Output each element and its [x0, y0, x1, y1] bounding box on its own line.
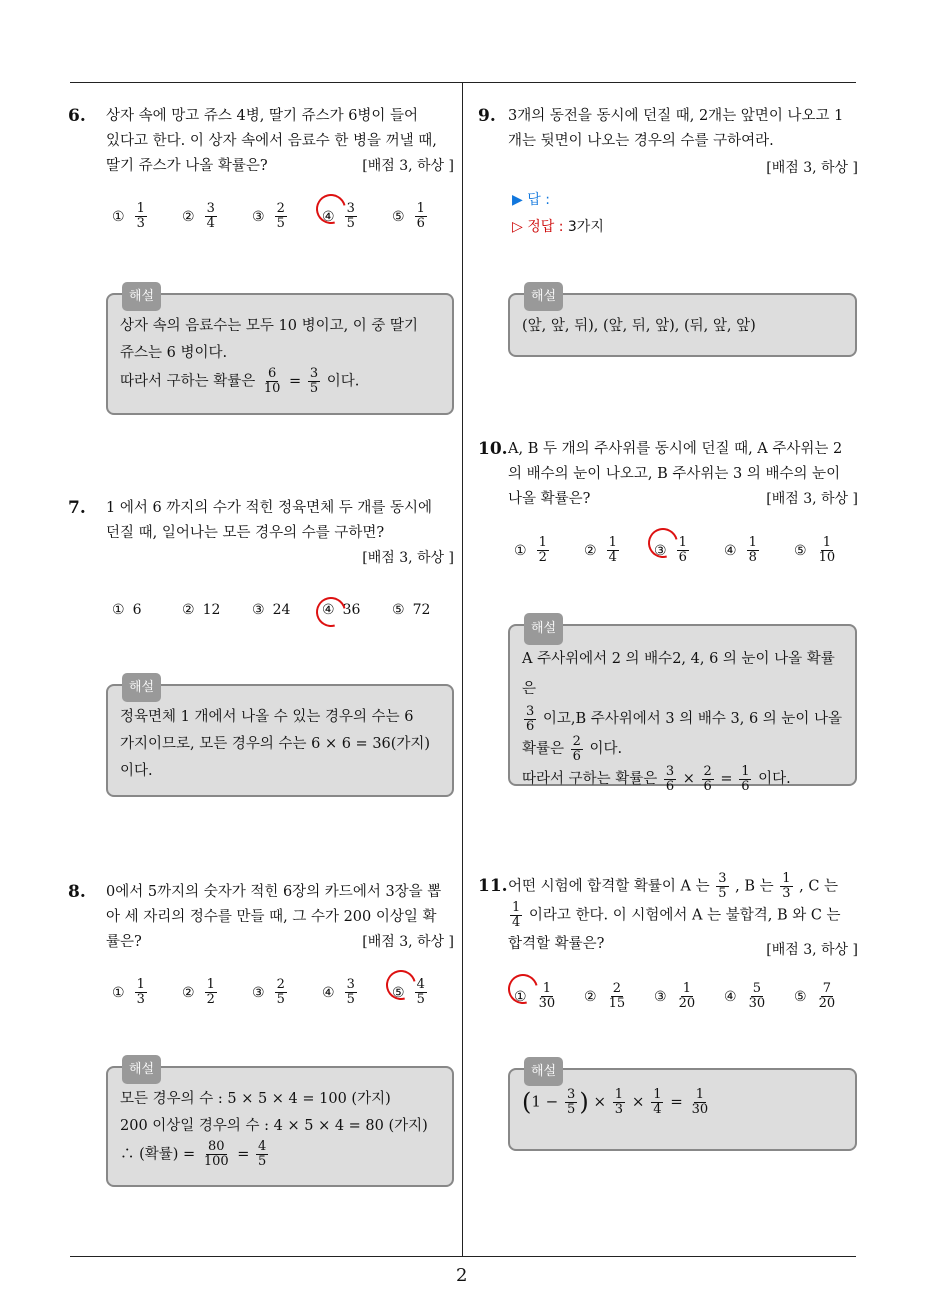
question-text: 상자 속에 망고 쥬스 4병, 딸기 쥬스가 6병이 들어	[106, 108, 419, 124]
explanation-tag: 해설	[524, 1057, 563, 1086]
choice[interactable]: ② $\frac{2}{15}$	[584, 981, 626, 1011]
explanation-box	[508, 1064, 857, 1151]
choice-selected[interactable]: ① $\frac{1}{30}$	[514, 982, 584, 1011]
question-number: 6.	[68, 106, 86, 126]
choice[interactable]: ① $\frac{1}{3}$	[112, 977, 145, 1007]
question-6	[68, 104, 454, 179]
explanation-tag: 해설	[122, 282, 161, 311]
column-divider	[462, 82, 463, 1257]
question-text: 있다고 한다. 이 상자 속에서 음료수 한 병을 꺼낼 때,	[106, 133, 437, 149]
choice[interactable]: ④ $\frac{1}{8}$	[724, 535, 757, 565]
choices-6	[112, 202, 462, 231]
choice[interactable]: ⑤ 72	[392, 602, 431, 618]
score-label: [배점 3, 하상 ]	[766, 942, 858, 958]
top-rule	[70, 82, 856, 83]
question-number: 10.	[478, 439, 508, 459]
choice[interactable]: ③ $\frac{1}{20}$	[654, 981, 696, 1011]
question-text: 딸기 쥬스가 나올 확률은?	[106, 158, 268, 174]
score-label: [배점 3, 하상 ]	[362, 550, 454, 566]
choice[interactable]: ③ $\frac{2}{5}$	[252, 977, 285, 1007]
choice[interactable]: ① $\frac{1}{3}$	[112, 201, 145, 231]
question-number: 8.	[68, 882, 86, 902]
choice-selected[interactable]: ④ 36	[322, 602, 392, 618]
explanation-tag: 해설	[122, 1055, 161, 1084]
choice[interactable]: ④ $\frac{3}{5}$	[322, 977, 355, 1007]
choice[interactable]: ③ $\frac{2}{5}$	[252, 201, 285, 231]
score-label: [배점 3, 하상 ]	[766, 491, 858, 507]
question-10: 10. A, B 두 개의 주사위를 동시에 던질 때, A 주사위는 2 의 배수의 눈이 나오고, B 주사위는 3 의 배수의 눈이 나올 확률은? [배점 3, 하상 ]	[508, 437, 858, 512]
answer-blank[interactable]: ▶ 답 :	[512, 192, 550, 208]
choice[interactable]: ② 12	[182, 602, 221, 618]
question-number: 7.	[68, 498, 86, 518]
choice[interactable]: ② $\frac{1}{2}$	[182, 977, 215, 1007]
explanation-box: 해설 상자 속의 음료수는 모두 10 병이고, 이 중 딸기 쥬스는 6 병이다. 따라서 구하는 확률은 $\frac{6}{10}$ = $\frac{3}{5}$ 이다.	[106, 293, 454, 415]
choice[interactable]: ② $\frac{1}{4}$	[584, 535, 617, 565]
explanation-tag: 해설	[122, 673, 161, 702]
explanation-tag: 해설	[524, 613, 563, 645]
question-number: 11.	[478, 876, 508, 896]
question-11: 11. 어떤 시험에 합격할 확률이 A 는 $\frac{3}{5}$ , B 는 $\frac{1}{3}$ , C 는 $\frac{1}{4}$ 이라고 한다. 이 시험에서 A 는 불합격, B 와 C 는 합격할 확률은? [배점 3, 하상 ]	[508, 872, 858, 958]
score-label: [배점 3, 하상 ]	[766, 160, 858, 176]
choice[interactable]: ① $\frac{1}{2}$	[514, 535, 547, 565]
choice-selected[interactable]: ④ $\frac{3}{5}$	[322, 202, 392, 231]
correct-answer: ▷ 정답 : 3가지	[512, 219, 604, 235]
choice-selected[interactable]: ③ $\frac{1}{6}$	[654, 536, 724, 565]
score-label: [배점 3, 하상 ]	[362, 934, 454, 950]
choice[interactable]: ② $\frac{3}{4}$	[182, 201, 215, 231]
choices-8	[112, 978, 462, 1007]
question-number: 9.	[478, 106, 496, 126]
red-circle-mark	[311, 592, 352, 633]
choice[interactable]: ⑤ $\frac{1}{6}$	[392, 201, 425, 231]
question-9: 9. 3개의 동전을 동시에 던질 때, 2개는 앞면이 나오고 1 개는 뒷면이 나오는 경우의 수를 구하여라. [배점 3, 하상 ]	[508, 104, 858, 154]
choices-10	[514, 536, 864, 565]
choices-11	[514, 982, 864, 1011]
bottom-rule	[70, 1256, 856, 1257]
choice[interactable]: ① 6	[112, 602, 142, 618]
question-7: 7. 1 에서 6 까지의 수가 적힌 정육면체 두 개를 동시에 던질 때, 일어나는 모든 경우의 수를 구하면? [배점 3, 하상 ]	[106, 496, 454, 546]
explanation-box: 해설 A 주사위에서 2 의 배수2, 4, 6 의 눈이 나올 확률은 $\frac{3}{6}$ 이고,B 주사위에서 3 의 배수 3, 6 의 눈이 나올 확률은 $\frac{2}{6}$ 이다. 따라서 구하는 확률은 $\frac{3}{6}$ × $\frac{2}{6}$ = $\frac{1}{6}$ 이다.	[508, 624, 857, 786]
choice[interactable]: ⑤ $\frac{1}{10}$	[794, 535, 836, 565]
choices-7	[112, 602, 462, 618]
explanation-box: 해설 정육면체 1 개에서 나올 수 있는 경우의 수는 6 가지이므로, 모든 경우의 수는 6 × 6 = 36(가지) 이다.	[106, 684, 454, 797]
question-8: 8. 0에서 5까지의 숫자가 적힌 6장의 카드에서 3장을 뽑 아 세 자리의 정수를 만들 때, 그 수가 200 이상일 확 률은? [배점 3, 하상 ]	[106, 880, 454, 955]
score-label: [배점 3, 하상 ]	[362, 158, 454, 174]
explanation-box: 해설 모든 경우의 수 : 5 × 5 × 4 = 100 (가지) 200 이상일 경우의 수 : 4 × 5 × 4 = 80 (가지) ∴ (확률) = $\frac{80}{100}$ = $\frac{4}{5}$	[106, 1066, 454, 1187]
choice[interactable]: ⑤ $\frac{7}{20}$	[794, 981, 836, 1011]
choice-selected[interactable]: ⑤ $\frac{4}{5}$	[392, 978, 462, 1007]
choice[interactable]: ③ 24	[252, 602, 291, 618]
explanation-box: 해설 (앞, 앞, 뒤), (앞, 뒤, 앞), (뒤, 앞, 앞)	[508, 293, 857, 357]
page-number: 2	[456, 1265, 468, 1286]
explanation-tag: 해설	[524, 282, 563, 311]
choice[interactable]: ④ $\frac{5}{30}$	[724, 981, 766, 1011]
explanation-formula: (1 − $\frac{3}{5}$ ) × $\frac{1}{3}$ × $\frac{1}{4}$ = $\frac{1}{30}$	[522, 1087, 709, 1117]
